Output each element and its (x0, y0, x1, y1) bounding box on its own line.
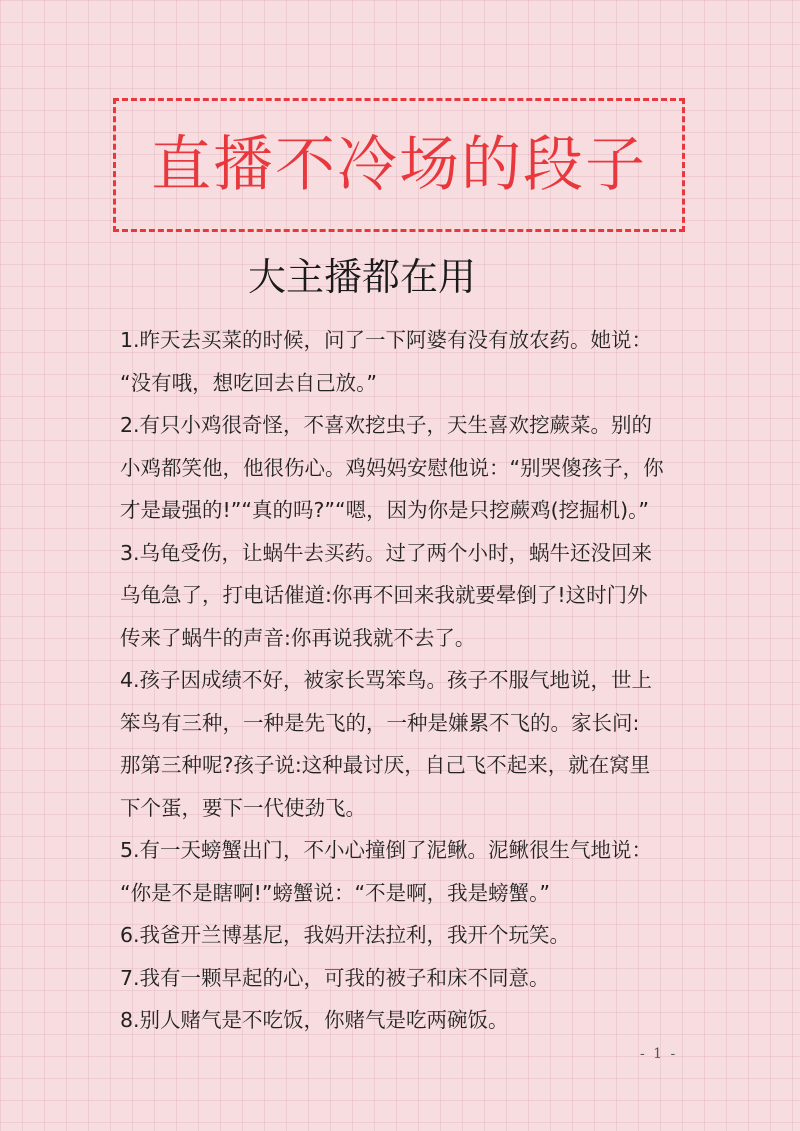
text-line: 才是最强的!”“真的吗?”“嗯，因为你是只挖蕨鸡(挖掘机)。” (120, 498, 649, 522)
page-subtitle: 大主播都在用 (247, 255, 476, 299)
text-line: “没有哦，想吃回去自己放。” (120, 370, 377, 395)
page-number: - 1 - (640, 1046, 678, 1062)
text-line: 下个蛋，要下一代使劲飞。 (120, 795, 366, 820)
text-line: 1.昨天去买菜的时候，问了一下阿婆有没有放农药。她说： (120, 328, 653, 352)
text-line: 8.别人赌气是不吃饭，你赌气是吃两碗饭。 (120, 1008, 509, 1032)
text-line: 2.有只小鸡很奇怪，不喜欢挖虫子，天生喜欢挖蕨菜。别的 (120, 413, 653, 437)
text-line: 6.我爸开兰博基尼，我妈开法拉利，我开个玩笑。 (120, 923, 571, 947)
page-title: 直播不冷场的段子 (151, 130, 647, 200)
text-line: 那第三种呢?孩子说:这种最讨厌，自己飞不起来，就在窝里 (120, 753, 651, 777)
text-line: 3.乌龟受伤，让蜗牛去买药。过了两个小时，蜗牛还没回来 (120, 540, 653, 565)
text-line: 乌龟急了，打电话催道:你再不回来我就要晕倒了!这时门外 (120, 583, 648, 607)
text-line: 7.我有一颗早起的心，可我的被子和床不同意。 (120, 965, 550, 990)
title-frame (113, 98, 685, 232)
text-line: 5.有一天螃蟹出门，不小心撞倒了泥鳅。泥鳅很生气地说： (120, 838, 653, 862)
text-line: 小鸡都笑他，他很伤心。鸡妈妈安慰他说：“别哭傻孩子，你 (120, 455, 664, 480)
jokes-list (120, 319, 700, 1042)
text-line: 传来了蜗牛的声音:你再说我就不去了。 (120, 625, 476, 650)
text-line: “你是不是瞎啊!”螃蟹说：“不是啊，我是螃蟹。” (120, 880, 550, 905)
text-line: 笨鸟有三种，一种是先飞的，一种是嫌累不飞的。家长问: (120, 710, 640, 735)
text-line: 4.孩子因成绩不好，被家长骂笨鸟。孩子不服气地说，世上 (120, 668, 653, 692)
